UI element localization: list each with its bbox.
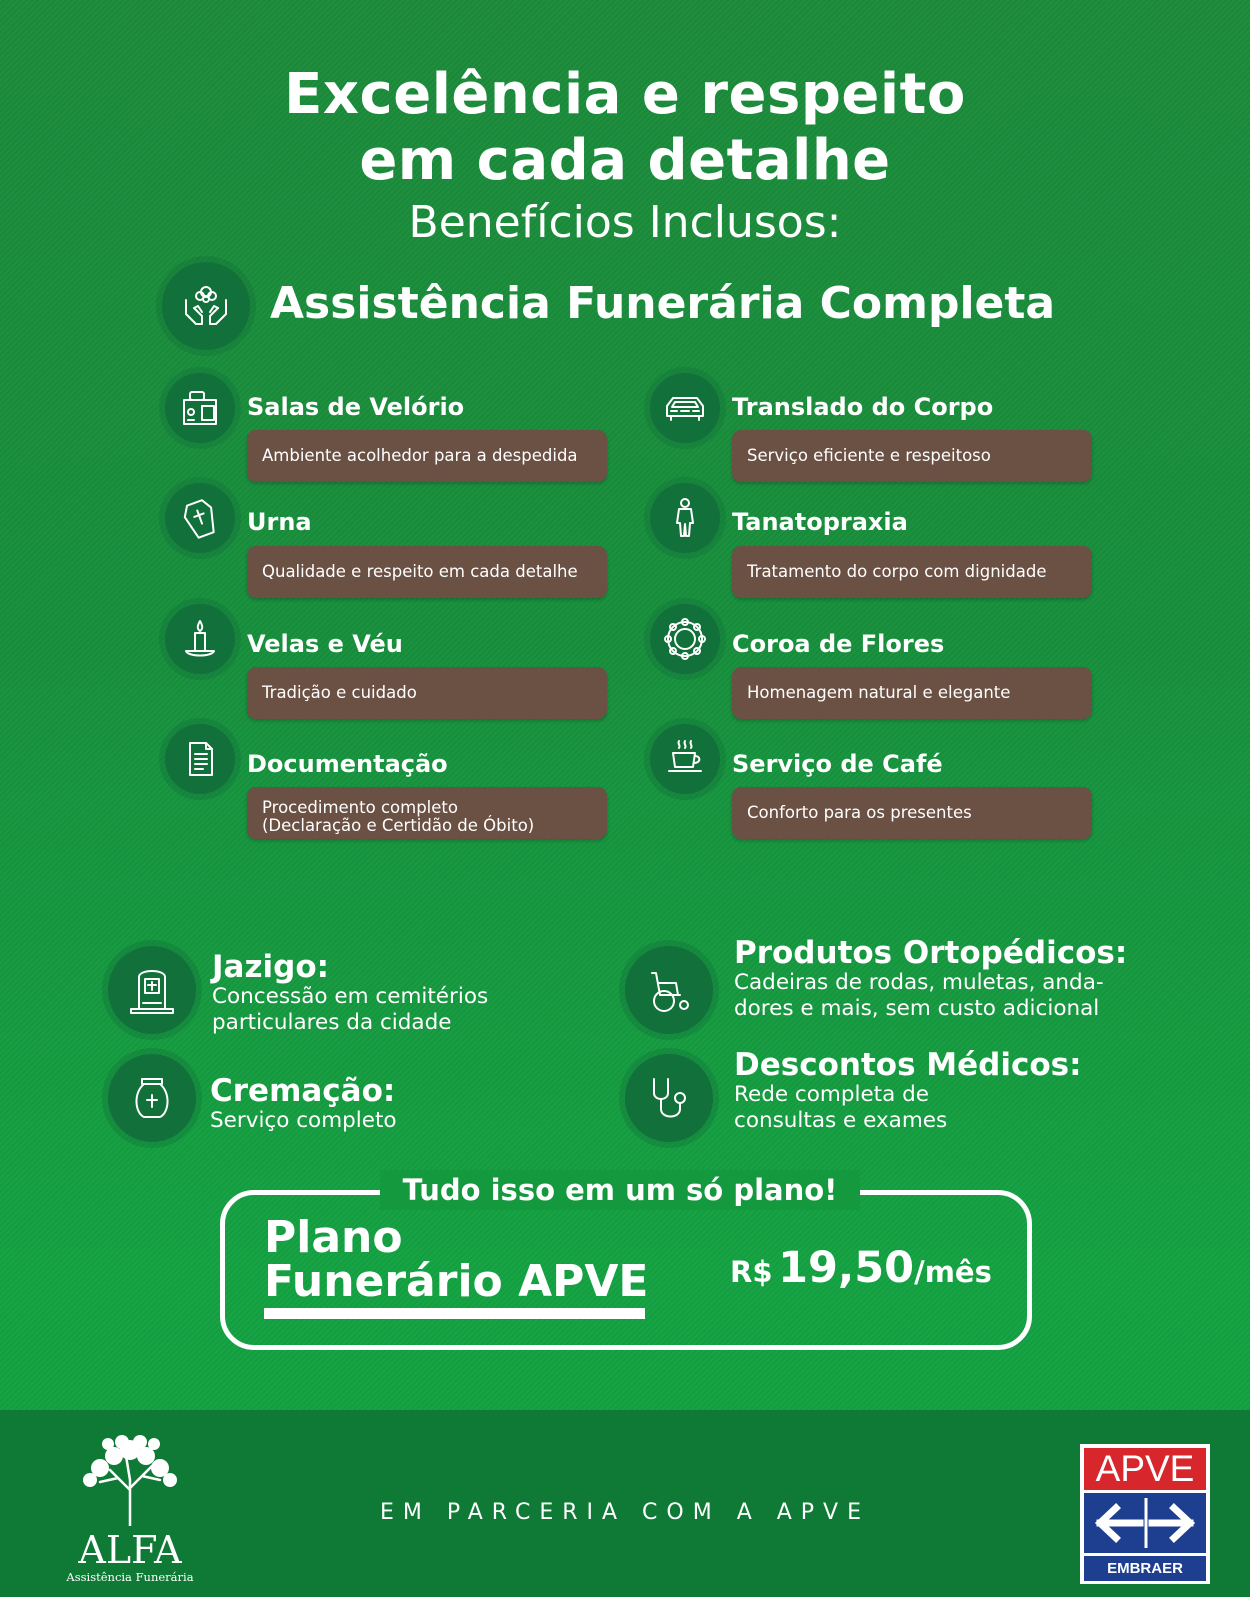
- plan-name-line2: Funerário APVE: [264, 1256, 649, 1307]
- service-title: Velas e Véu: [247, 630, 403, 658]
- embraer-text: EMBRAER: [1084, 1556, 1206, 1581]
- extra-desc-line1: Rede completa de: [734, 1082, 929, 1107]
- alfa-logo-name: ALFA: [78, 1528, 182, 1572]
- hero-title-line1: Excelência e respeito: [284, 62, 966, 127]
- service-description: Serviço eficiente e respeitoso: [732, 430, 1092, 482]
- extra-desc-line1: Concessão em cemitérios: [212, 984, 489, 1009]
- service-description: Ambiente acolhedor para a despedida: [247, 430, 607, 482]
- extra-produtos-ortopedicos: [734, 936, 1127, 1022]
- service-description: Tratamento do corpo com dignidade: [732, 546, 1092, 598]
- price-value: 19,50: [778, 1243, 915, 1293]
- price-period: /mês: [914, 1255, 992, 1289]
- service-description: [247, 787, 607, 839]
- alfa-logo-sub: Assistência Funerária: [66, 1570, 194, 1584]
- apve-embraer-logo: [1080, 1444, 1210, 1584]
- extra-descontos-medicos: [734, 1048, 1082, 1134]
- wreath-icon: [650, 604, 720, 674]
- service-description-line1: Procedimento completo: [262, 798, 458, 817]
- extra-cremacao: [210, 1074, 397, 1134]
- plan-name-line1: Plano: [264, 1212, 403, 1263]
- service-title: Serviço de Café: [732, 750, 943, 778]
- service-description-line2: (Declaração e Certidão de Óbito): [262, 816, 535, 835]
- service-description: Tradição e cuidado: [247, 667, 607, 719]
- service-title: Urna: [247, 508, 312, 536]
- extra-desc-line2: dores e mais, sem custo adicional: [734, 996, 1100, 1021]
- extra-desc-line1: Cadeiras de rodas, muletas, anda-: [734, 970, 1104, 995]
- plan-price: [730, 1243, 992, 1293]
- service-title: Translado do Corpo: [732, 393, 994, 421]
- hearse-icon: [650, 373, 720, 443]
- price-currency: R$: [730, 1255, 773, 1289]
- hero-subtitle: Benefícios Inclusos:: [408, 197, 842, 248]
- extra-desc-line1: Serviço completo: [210, 1108, 397, 1133]
- hands-flower-icon: [162, 262, 250, 350]
- coffee-cup-icon: [650, 724, 720, 794]
- service-title: Coroa de Flores: [732, 630, 945, 658]
- service-description: Qualidade e respeito em cada detalhe: [247, 546, 607, 598]
- urn-icon: [108, 1054, 196, 1142]
- stethoscope-icon: [625, 1054, 713, 1142]
- service-description: Conforto para os presentes: [732, 787, 1092, 839]
- section-heading: Assistência Funerária Completa: [270, 278, 1056, 329]
- coffin-icon: [165, 483, 235, 553]
- hero-title: [0, 62, 1250, 194]
- service-title: Documentação: [247, 750, 448, 778]
- plan-tagline: Tudo isso em um só plano!: [380, 1170, 860, 1210]
- service-title: Tanatopraxia: [732, 508, 908, 536]
- partner-text: EM PARCERIA COM A APVE: [379, 1500, 870, 1525]
- arrows-icon: [1084, 1493, 1206, 1553]
- extra-title: Cremação:: [210, 1073, 396, 1109]
- body-icon: [650, 483, 720, 553]
- extra-title: Descontos Médicos:: [734, 1047, 1082, 1083]
- extra-desc-line2: particulares da cidade: [212, 1010, 452, 1035]
- extra-desc-line2: consultas e exames: [734, 1108, 948, 1133]
- extra-title: Jazigo:: [212, 949, 330, 985]
- plan-underline: [264, 1308, 645, 1319]
- extra-jazigo: [212, 950, 488, 1036]
- candle-icon: [165, 604, 235, 674]
- extra-title: Produtos Ortopédicos:: [734, 935, 1128, 971]
- document-icon: [165, 724, 235, 794]
- wheelchair-icon: [625, 946, 713, 1034]
- tomb-icon: [108, 946, 196, 1034]
- service-title: Salas de Velório: [247, 393, 465, 421]
- service-description: Homenagem natural e elegante: [732, 667, 1092, 719]
- plan-name: [264, 1212, 649, 1307]
- apve-logo-text: APVE: [1084, 1448, 1206, 1490]
- wake-room-icon: [165, 373, 235, 443]
- hero-title-line2: em cada detalhe: [359, 128, 891, 193]
